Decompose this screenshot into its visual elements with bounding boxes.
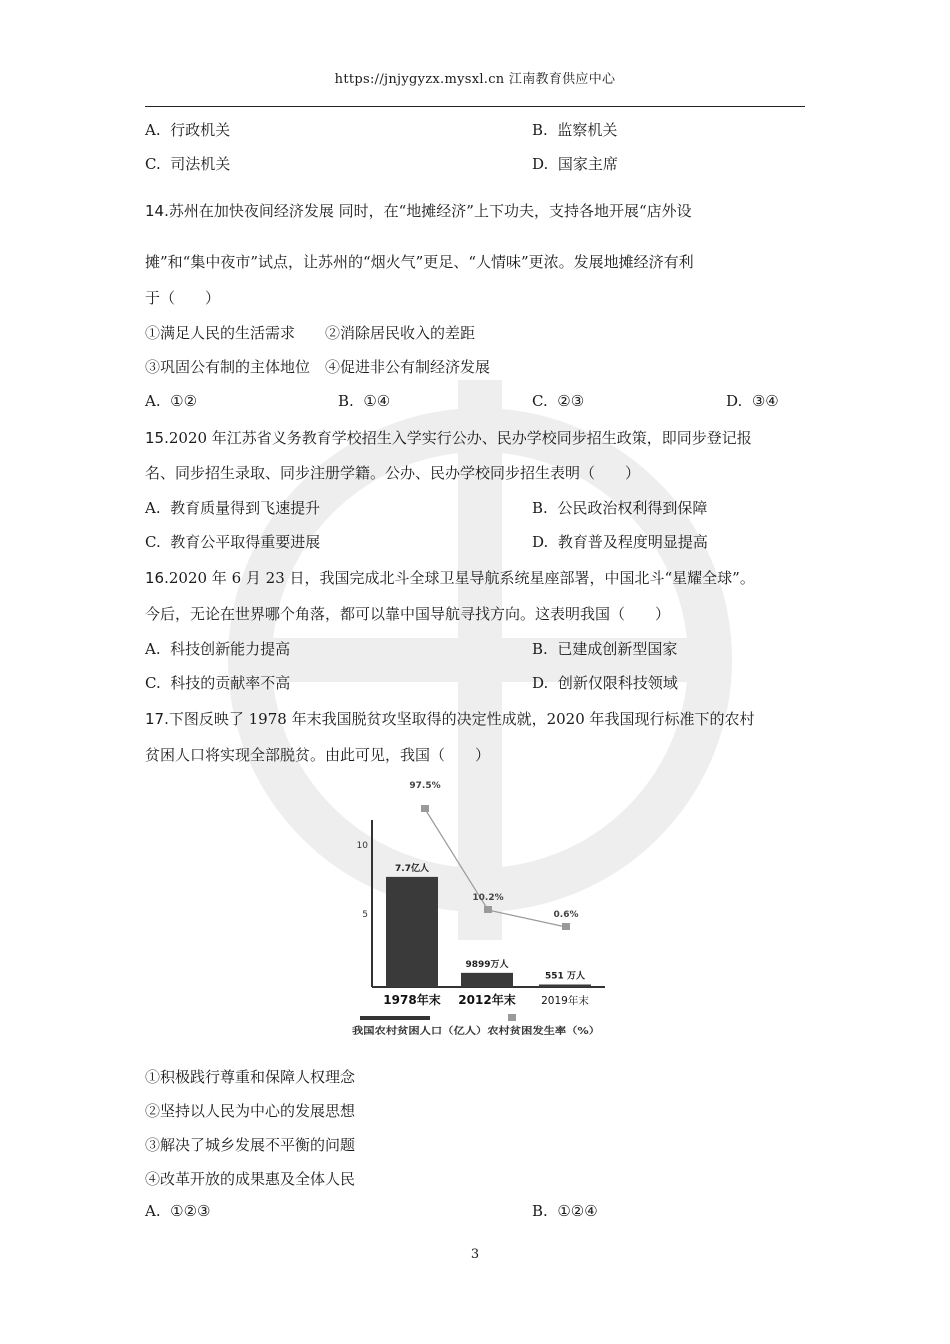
- q15-number: 15.: [145, 429, 169, 447]
- q15-option-a[interactable]: A. 教育质量得到飞速提升: [145, 499, 321, 517]
- x-category-label-0: 1978年末: [383, 993, 441, 1007]
- q16-number: 16.: [145, 569, 169, 587]
- rate-value-label-2: 0.6%: [553, 910, 579, 920]
- bar-2: [539, 985, 591, 988]
- x-category-label-2: 2019年末: [541, 995, 589, 1007]
- q14-statement-2: ③巩固公有制的主体地位 ④促进非公有制经济发展: [145, 358, 491, 376]
- q17-option-b[interactable]: B. ①②④: [532, 1202, 598, 1220]
- q17-stem-line-1: 17.下图反映了 1978 年末我国脱贫攻坚取得的决定性成就，2020 年我国现行标准下的农村: [145, 710, 755, 728]
- q14-option-a[interactable]: A. ①②: [145, 392, 198, 410]
- bar-1: [461, 973, 513, 987]
- q17-statement-4: ④改革开放的成果惠及全体人民: [145, 1170, 356, 1188]
- q14-option-c[interactable]: C. ②③: [532, 392, 585, 410]
- y-tick-label-10: 10: [356, 841, 368, 851]
- rate-value-label-1: 10.2%: [472, 893, 504, 903]
- page-header-url[interactable]: https://jnjygyzx.mysxl.cn 江南教育供应中心: [334, 72, 616, 87]
- q17-statement-2: ②坚持以人民为中心的发展思想: [145, 1102, 356, 1120]
- q15-option-d[interactable]: D. 教育普及程度明显提高: [532, 533, 708, 551]
- legend-text: 我国农村贫困人口（亿人）农村贫困发生率（%）: [352, 1026, 562, 1037]
- poverty-chart: [340, 772, 630, 1042]
- x-category-label-1: 2012年末: [458, 993, 516, 1007]
- bar-value-label-1: 9899万人: [465, 959, 509, 970]
- q17-stem-line-2: 贫困人口将实现全部脱贫。由此可见，我国（ ）: [145, 746, 491, 764]
- page-number: 3: [470, 1247, 480, 1262]
- q13-option-a[interactable]: A. 行政机关: [145, 121, 231, 139]
- q15-option-c[interactable]: C. 教育公平取得重要进展: [145, 533, 321, 551]
- rate-point-2: [562, 923, 570, 930]
- bar-value-label-0: 7.7亿人: [395, 863, 429, 874]
- legend-swatch-population: [360, 1016, 430, 1020]
- q15-stem-line-2: 名、同步招生录取、同步注册学籍。公办、民办学校同步招生表明（ ）: [145, 464, 641, 482]
- q14-stem-line-3: 于（ ）: [145, 289, 221, 307]
- q17-option-a[interactable]: A. ①②③: [145, 1202, 211, 1220]
- q17-number: 17.: [145, 710, 169, 728]
- q15-option-b[interactable]: B. 公民政治权利得到保障: [532, 499, 708, 517]
- q16-option-d[interactable]: D. 创新仅限科技领域: [532, 674, 678, 692]
- q14-stem-line-1: 14.苏州在加快夜间经济发展 同时，在“地摊经济”上下功夫，支持各地开展“店外设: [145, 202, 692, 220]
- rate-value-label-0: 97.5%: [409, 781, 441, 791]
- q16-option-b[interactable]: B. 已建成创新型国家: [532, 640, 678, 658]
- bar-value-label-2: 551 万人: [545, 971, 585, 982]
- q16-stem-line-2: 今后，无论在世界哪个角落，都可以靠中国导航寻找方向。这表明我国（ ）: [145, 605, 671, 623]
- bar-0: [386, 877, 438, 987]
- q15-stem-line-1: 15.2020 年江苏省义务教育学校招生入学实行公办、民办学校同步招生政策，即同步登记报: [145, 429, 752, 447]
- legend-swatch-rate: [508, 1014, 516, 1021]
- chart-marks: [383, 781, 591, 1007]
- y-tick-label-5: 5: [362, 910, 368, 920]
- q16-option-c[interactable]: C. 科技的贡献率不高: [145, 674, 291, 692]
- q13-option-d[interactable]: D. 国家主席: [532, 155, 618, 173]
- rate-line: [425, 809, 566, 927]
- rate-point-1: [484, 906, 492, 913]
- q14-statement-1: ①满足人民的生活需求 ②消除居民收入的差距: [145, 324, 476, 342]
- q16-stem-line-1: 16.2020 年 6 月 23 日，我国完成北斗全球卫星导航系统星座部署，中国北斗“星耀全球”。: [145, 569, 755, 587]
- rate-point-0: [421, 805, 429, 812]
- q17-statement-3: ③解决了城乡发展不平衡的问题: [145, 1136, 356, 1154]
- header-divider: [145, 106, 805, 107]
- q14-number: 14.: [145, 202, 169, 220]
- q14-stem-line-2: 摊”和“集中夜市”试点，让苏州的“烟火气”更足、“人情味”更浓。发展地摊经济有利: [145, 253, 694, 271]
- q13-option-b[interactable]: B. 监察机关: [532, 121, 618, 139]
- q14-option-b[interactable]: B. ①④: [338, 392, 391, 410]
- q13-option-c[interactable]: C. 司法机关: [145, 155, 231, 173]
- q16-option-a[interactable]: A. 科技创新能力提高: [145, 640, 291, 658]
- q14-option-d[interactable]: D. ③④: [726, 392, 779, 410]
- q17-statement-1: ①积极践行尊重和保障人权理念: [145, 1068, 356, 1086]
